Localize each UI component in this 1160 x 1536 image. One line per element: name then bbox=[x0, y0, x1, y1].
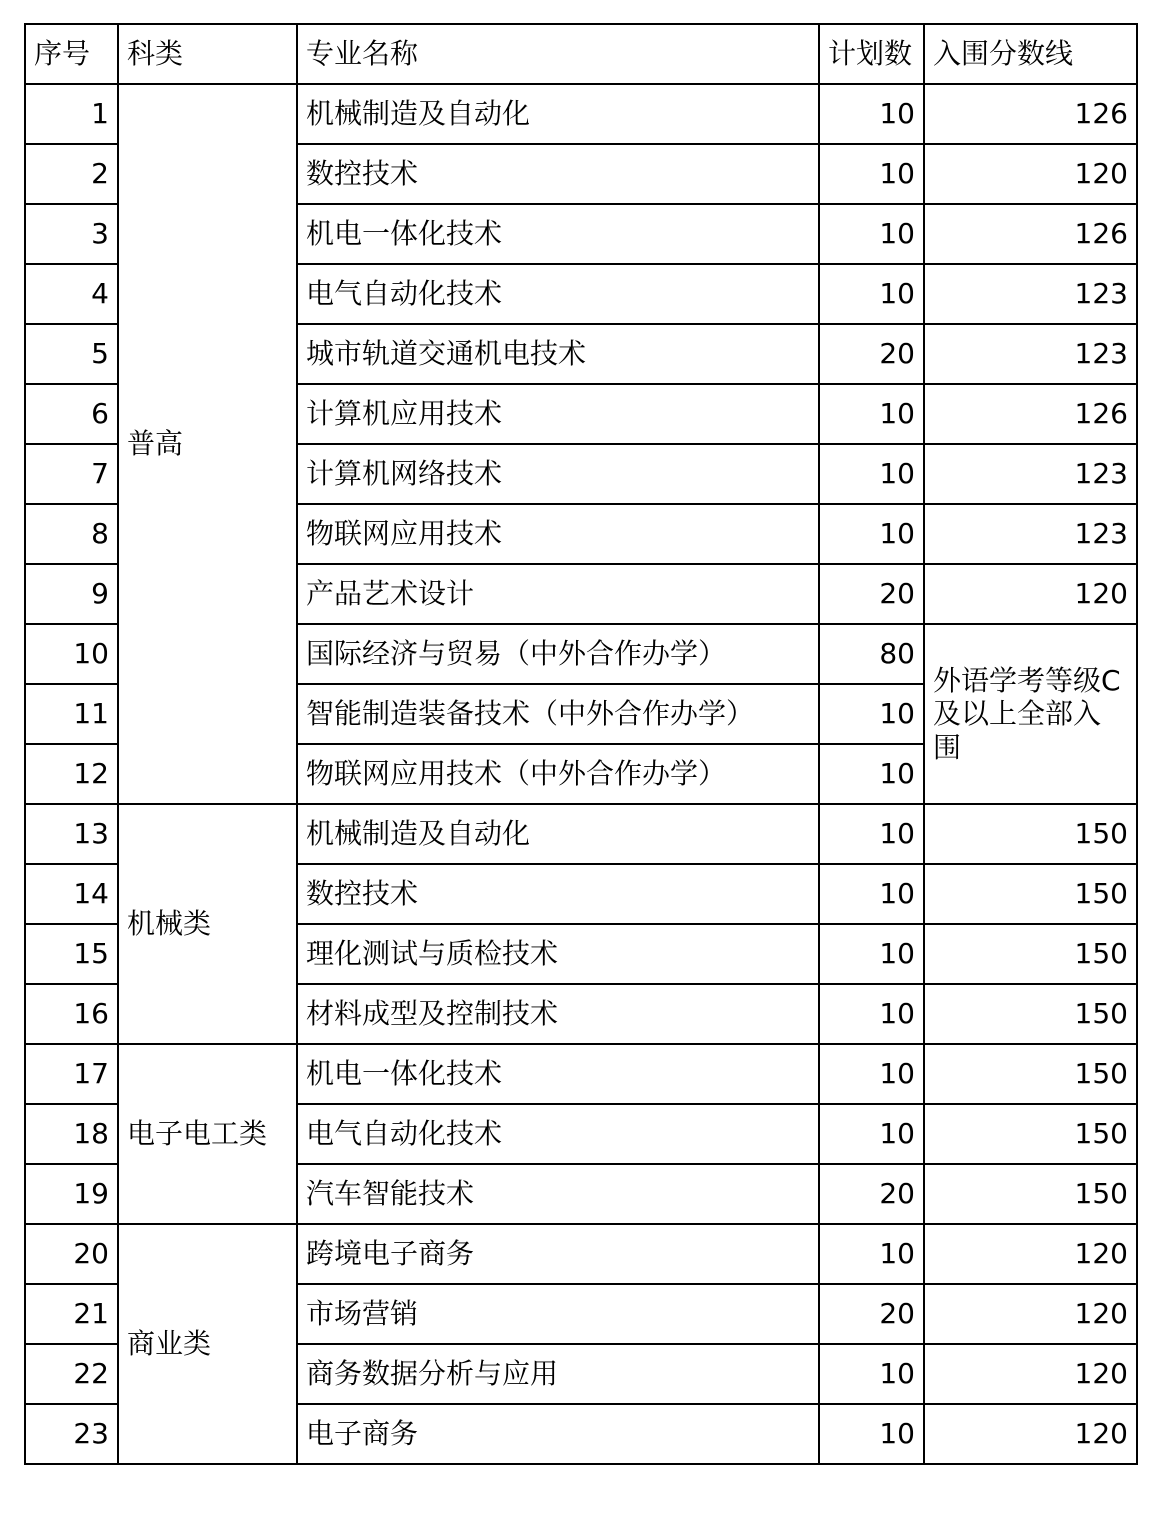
plan-cell: 80 bbox=[819, 624, 924, 684]
cutoff-cell: 150 bbox=[924, 924, 1137, 984]
plan-cell: 10 bbox=[819, 1344, 924, 1404]
plan-cell: 10 bbox=[819, 264, 924, 324]
plan-cell: 10 bbox=[819, 1404, 924, 1464]
plan-cell: 10 bbox=[819, 144, 924, 204]
major-cell: 国际经济与贸易（中外合作办学） bbox=[297, 624, 819, 684]
plan-cell: 10 bbox=[819, 804, 924, 864]
major-cell: 智能制造装备技术（中外合作办学） bbox=[297, 684, 819, 744]
seq-cell: 4 bbox=[25, 264, 118, 324]
major-cell: 跨境电子商务 bbox=[297, 1224, 819, 1284]
cutoff-cell: 150 bbox=[924, 864, 1137, 924]
seq-cell: 12 bbox=[25, 744, 118, 804]
cutoff-cell: 120 bbox=[924, 564, 1137, 624]
cutoff-cell: 120 bbox=[924, 144, 1137, 204]
category-cell: 电子电工类 bbox=[118, 1044, 297, 1224]
cutoff-cell: 123 bbox=[924, 324, 1137, 384]
seq-cell: 11 bbox=[25, 684, 118, 744]
table-row bbox=[25, 1224, 1137, 1284]
cutoff-cell: 120 bbox=[924, 1344, 1137, 1404]
seq-cell: 17 bbox=[25, 1044, 118, 1104]
major-cell: 理化测试与质检技术 bbox=[297, 924, 819, 984]
plan-cell: 10 bbox=[819, 444, 924, 504]
cutoff-cell: 150 bbox=[924, 1164, 1137, 1224]
major-cell: 汽车智能技术 bbox=[297, 1164, 819, 1224]
major-cell: 机电一体化技术 bbox=[297, 1044, 819, 1104]
major-cell: 电气自动化技术 bbox=[297, 264, 819, 324]
cutoff-cell: 150 bbox=[924, 1104, 1137, 1164]
seq-cell: 20 bbox=[25, 1224, 118, 1284]
header-cutoff: 入围分数线 bbox=[924, 24, 1137, 84]
plan-cell: 10 bbox=[819, 864, 924, 924]
plan-cell: 10 bbox=[819, 504, 924, 564]
category-cell: 商业类 bbox=[118, 1224, 297, 1464]
plan-cell: 10 bbox=[819, 984, 924, 1044]
plan-cell: 20 bbox=[819, 324, 924, 384]
header-category: 科类 bbox=[118, 24, 297, 84]
plan-cell: 20 bbox=[819, 1164, 924, 1224]
seq-cell: 18 bbox=[25, 1104, 118, 1164]
major-cell: 数控技术 bbox=[297, 144, 819, 204]
plan-cell: 10 bbox=[819, 924, 924, 984]
major-cell: 机械制造及自动化 bbox=[297, 84, 819, 144]
table-row bbox=[25, 804, 1137, 864]
major-cell: 市场营销 bbox=[297, 1284, 819, 1344]
plan-cell: 10 bbox=[819, 1224, 924, 1284]
header-major: 专业名称 bbox=[297, 24, 819, 84]
seq-cell: 13 bbox=[25, 804, 118, 864]
major-cell: 电气自动化技术 bbox=[297, 1104, 819, 1164]
plan-cell: 20 bbox=[819, 1284, 924, 1344]
cutoff-cell: 123 bbox=[924, 264, 1137, 324]
seq-cell: 6 bbox=[25, 384, 118, 444]
seq-cell: 10 bbox=[25, 624, 118, 684]
seq-cell: 21 bbox=[25, 1284, 118, 1344]
seq-cell: 22 bbox=[25, 1344, 118, 1404]
major-cell: 材料成型及控制技术 bbox=[297, 984, 819, 1044]
header-plan: 计划数 bbox=[819, 24, 924, 84]
table-row bbox=[25, 84, 1137, 144]
seq-cell: 3 bbox=[25, 204, 118, 264]
seq-cell: 19 bbox=[25, 1164, 118, 1224]
seq-cell: 5 bbox=[25, 324, 118, 384]
seq-cell: 23 bbox=[25, 1404, 118, 1464]
major-cell: 数控技术 bbox=[297, 864, 819, 924]
header-seq: 序号 bbox=[25, 24, 118, 84]
table-body bbox=[25, 84, 1137, 1464]
header-row bbox=[25, 24, 1137, 84]
plan-cell: 20 bbox=[819, 564, 924, 624]
cutoff-cell: 120 bbox=[924, 1404, 1137, 1464]
category-cell: 普高 bbox=[118, 84, 297, 804]
major-cell: 产品艺术设计 bbox=[297, 564, 819, 624]
plan-cell: 10 bbox=[819, 1104, 924, 1164]
plan-cell: 10 bbox=[819, 1044, 924, 1104]
plan-cell: 10 bbox=[819, 384, 924, 444]
cutoff-cell: 126 bbox=[924, 84, 1137, 144]
table-row bbox=[25, 1044, 1137, 1104]
seq-cell: 16 bbox=[25, 984, 118, 1044]
cutoff-cell: 120 bbox=[924, 1224, 1137, 1284]
cutoff-cell: 150 bbox=[924, 1044, 1137, 1104]
seq-cell: 15 bbox=[25, 924, 118, 984]
plan-cell: 10 bbox=[819, 684, 924, 744]
plan-cell: 10 bbox=[819, 204, 924, 264]
cutoff-cell: 123 bbox=[924, 504, 1137, 564]
seq-cell: 8 bbox=[25, 504, 118, 564]
major-cell: 计算机网络技术 bbox=[297, 444, 819, 504]
major-cell: 电子商务 bbox=[297, 1404, 819, 1464]
cutoff-cell: 120 bbox=[924, 1284, 1137, 1344]
major-cell: 物联网应用技术 bbox=[297, 504, 819, 564]
major-cell: 城市轨道交通机电技术 bbox=[297, 324, 819, 384]
major-cell: 商务数据分析与应用 bbox=[297, 1344, 819, 1404]
seq-cell: 1 bbox=[25, 84, 118, 144]
cutoff-note-cell: 外语学考等级C及以上全部入围 bbox=[924, 624, 1137, 804]
cutoff-cell: 126 bbox=[924, 204, 1137, 264]
plan-cell: 10 bbox=[819, 744, 924, 804]
seq-cell: 2 bbox=[25, 144, 118, 204]
cutoff-cell: 150 bbox=[924, 984, 1137, 1044]
category-cell: 机械类 bbox=[118, 804, 297, 1044]
seq-cell: 7 bbox=[25, 444, 118, 504]
seq-cell: 14 bbox=[25, 864, 118, 924]
admission-table bbox=[24, 23, 1138, 1465]
major-cell: 机械制造及自动化 bbox=[297, 804, 819, 864]
major-cell: 计算机应用技术 bbox=[297, 384, 819, 444]
cutoff-cell: 126 bbox=[924, 384, 1137, 444]
plan-cell: 10 bbox=[819, 84, 924, 144]
major-cell: 机电一体化技术 bbox=[297, 204, 819, 264]
major-cell: 物联网应用技术（中外合作办学） bbox=[297, 744, 819, 804]
seq-cell: 9 bbox=[25, 564, 118, 624]
cutoff-cell: 123 bbox=[924, 444, 1137, 504]
cutoff-cell: 150 bbox=[924, 804, 1137, 864]
